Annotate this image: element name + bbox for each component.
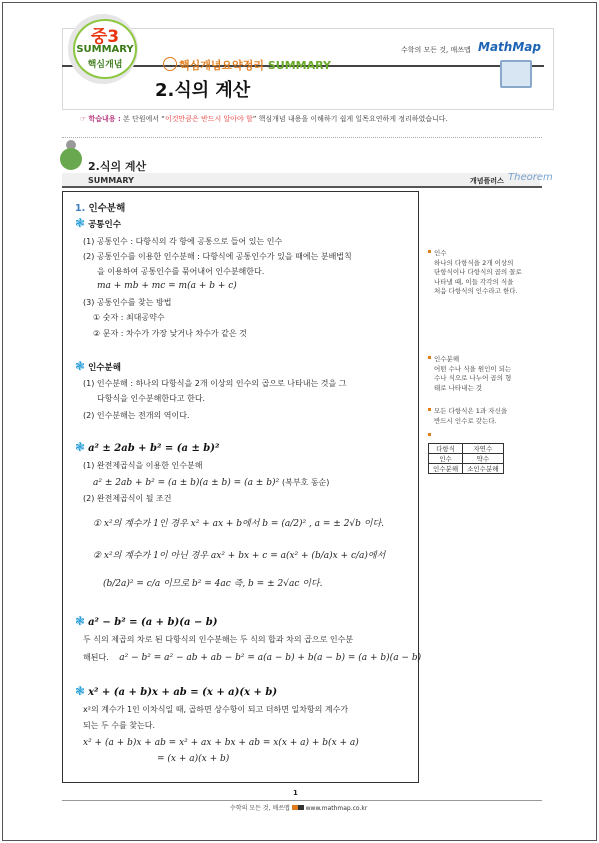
table-cell: 다항식 (429, 444, 463, 454)
page-number: 1 (293, 789, 298, 797)
table-bullet (428, 432, 434, 442)
subtitle-a: 핵심개념요약정리 (179, 59, 268, 72)
study-note (80, 114, 448, 124)
sidebar-line: 반드시 인수로 갖는다. (434, 416, 497, 425)
subtitle-b: SUMMARY (267, 59, 331, 72)
text-line: x²의 계수가 1인 이차식일 때, 곱하면 상수항이 되고 더하면 일차항의 계수가 (83, 705, 349, 714)
monitor-icon (500, 60, 532, 88)
comparison-table (428, 443, 504, 474)
formula: x² + (a + b)x + ab = x² + ax + bx + ab = x(x + a) + b(x + a) (83, 738, 359, 748)
formula-note: (복부호 동순) (281, 478, 330, 487)
note-text: 모든 다항식은 1과 자신을 (434, 407, 508, 415)
subheading-formula: x² + (a + b)x + ab = (x + a)(x + b) (88, 687, 278, 698)
dark-square-icon (298, 805, 304, 810)
heading-number: 1. (75, 203, 86, 214)
table-row (429, 464, 504, 474)
text-line: ② 문자 : 차수가 가장 낮거나 차수가 같은 것 (93, 329, 247, 338)
formula: ma + mb + mc = m(a + b + c) (97, 281, 237, 291)
smile-icon (163, 57, 177, 71)
formula (93, 477, 329, 488)
star-icon: ❃ (75, 684, 86, 698)
bullet-icon (428, 356, 431, 359)
text-line: (1) 공통인수 : 다항식의 각 항에 공통으로 들어 있는 인수 (83, 237, 283, 246)
bullet-icon (428, 433, 431, 436)
note-title-text: 인수 (434, 249, 447, 257)
text-line: (1) 인수분해 : 하나의 다항식을 2개 이상의 인수의 곱으로 나타내는 것을 그 (83, 379, 347, 388)
star-icon: ❃ (75, 359, 86, 373)
section-rule (62, 186, 542, 188)
sidebar-line: 나타낼 때, 이들 각각의 식을 (434, 277, 514, 286)
table-row (429, 454, 504, 464)
text-line: (2) 공통인수를 이용한 인수분해 : 다항식에 공통인수가 있을 때에는 분배법칙 (83, 252, 352, 261)
formula: (b/2a)² = c/a 이므로 b² = 4ac 즉, b = ± 2√ac 이다. (103, 579, 323, 589)
text-line: 을 이용하여 공통인수를 묶어내어 인수분해한다. (97, 267, 265, 276)
star-icon: ❃ (75, 216, 86, 230)
footer-text (230, 803, 367, 812)
formula: ① x²의 계수가 1인 경우 x² + ax + b에서 b = (a/2)² , a = ± 2√b 이다. (93, 519, 385, 529)
subheading-formula: a² ± 2ab + b² = (a ± b)² (88, 443, 220, 454)
sidebar-note-polynomial (428, 407, 507, 426)
table-row (429, 444, 504, 454)
sidebar-line: 하나의 다항식을 2개 이상의 (434, 258, 514, 267)
sidebar-note-title (428, 355, 511, 365)
sidebar-line: 단항식이나 다항식의 곱의 꼴로 (434, 268, 522, 276)
text-line: (3) 공통인수를 찾는 방법 (83, 298, 172, 307)
formula: ② x²의 계수가 1이 아닌 경우 ax² + bx + c = a(x² + (b/a)x + c/a)에서 (93, 551, 386, 561)
section-summary: SUMMARY (88, 176, 134, 185)
star-icon: ❃ (75, 440, 86, 454)
note-text-b: ” 핵심개념 내용을 이해하기 쉽게 일목요연하게 정리하였습니다. (252, 115, 448, 123)
concept-plus-label: 개념플러스 (470, 177, 504, 185)
section-title: 2.식의 계산 (88, 160, 147, 173)
chapter-title: 2.식의 계산 (155, 80, 251, 101)
text-inline: 해된다. (83, 653, 109, 662)
table-cell: 인수 (429, 454, 463, 464)
note-pointer-icon: ☞ (80, 115, 87, 123)
sidebar-note-title (428, 249, 522, 259)
text-line (83, 652, 421, 663)
sidebar-line: 수나 식으로 나누어 곱의 형 (434, 374, 512, 382)
sidebar-note-factorization (428, 355, 511, 393)
sidebar-line (428, 407, 507, 417)
text-line: 두 식의 제곱의 차로 된 다항식의 인수분해는 두 식의 합과 차의 곱으로 인수분 (83, 635, 354, 644)
plant-icon (60, 148, 82, 170)
bullet-icon (428, 250, 431, 253)
sidebar-note-factor (428, 249, 522, 297)
table-cell: 자연수 (463, 444, 503, 454)
heading-text: 인수분해 (85, 203, 126, 214)
badge-grade: 중3 (90, 27, 120, 47)
footer-url[interactable]: www.mathmap.co.kr (305, 805, 368, 812)
footer-rule (62, 800, 542, 801)
header-subtitle (163, 57, 331, 73)
star-icon: ❃ (75, 614, 86, 628)
text-line: (2) 인수분해는 전개의 역이다. (83, 411, 190, 420)
header-tagline: 수학의 모든 것, 매쓰맵 (401, 46, 471, 54)
sidebar-line: 어떤 수나 식을 원인이 되는 (434, 364, 512, 373)
table-cell: 약수 (463, 454, 503, 464)
sidebar-line: 처음 다항식의 인수라고 한다. (434, 287, 518, 295)
sidebar-line: 태로 나타내는 것 (434, 383, 483, 392)
note-label: 학습내용 : (88, 115, 121, 123)
heading-factorization (75, 200, 125, 214)
subheading-perfect-square (75, 440, 219, 454)
text-line: (2) 완전제곱식이 될 조건 (83, 494, 172, 503)
text-line: (1) 완전제곱식을 이용한 인수분해 (83, 461, 203, 470)
footer-tagline: 수학의 모든 것, 매쓰맵 (230, 805, 290, 812)
subheading-difference-squares (75, 614, 218, 628)
formula: = (x + a)(x + b) (157, 754, 230, 764)
subheading-common-factor (75, 216, 121, 230)
subheading-text: 공통인수 (88, 220, 121, 230)
note-emphasis: 이것만큼은 반드시 알아야 할 (164, 115, 253, 123)
note-title-text: 인수분해 (434, 355, 460, 363)
badge-summary: SUMMARY (76, 44, 134, 55)
dotted-divider (62, 137, 542, 138)
formula: a² − b² = a² − ab + ab − b² = a(a − b) + b(a − b) = (a + b)(a − b) (119, 653, 422, 663)
subheading-text: 인수분해 (88, 363, 121, 373)
text-line: 다항식을 인수분해한다고 한다. (97, 394, 206, 403)
badge-core: 핵심개념 (87, 60, 123, 70)
theorem-script: Theorem (508, 172, 553, 183)
subheading-sum-product (75, 684, 277, 698)
formula-text: a² ± 2ab + b² = (a ± b)(a ± b) = (a ± b)² (93, 478, 280, 488)
bullet-icon (428, 408, 431, 411)
note-text-a: 본 단원에서 “ (120, 115, 165, 123)
text-line: 되는 두 수를 찾는다. (83, 721, 155, 730)
text-line: ① 숫자 : 최대공약수 (93, 313, 165, 322)
table-cell: 인수분해 (429, 464, 463, 474)
table-cell: 소인수분해 (463, 464, 503, 474)
subheading-factorization (75, 359, 121, 373)
mathmap-logo: MathMap (478, 40, 541, 54)
subheading-formula: a² − b² = (a + b)(a − b) (88, 617, 218, 628)
